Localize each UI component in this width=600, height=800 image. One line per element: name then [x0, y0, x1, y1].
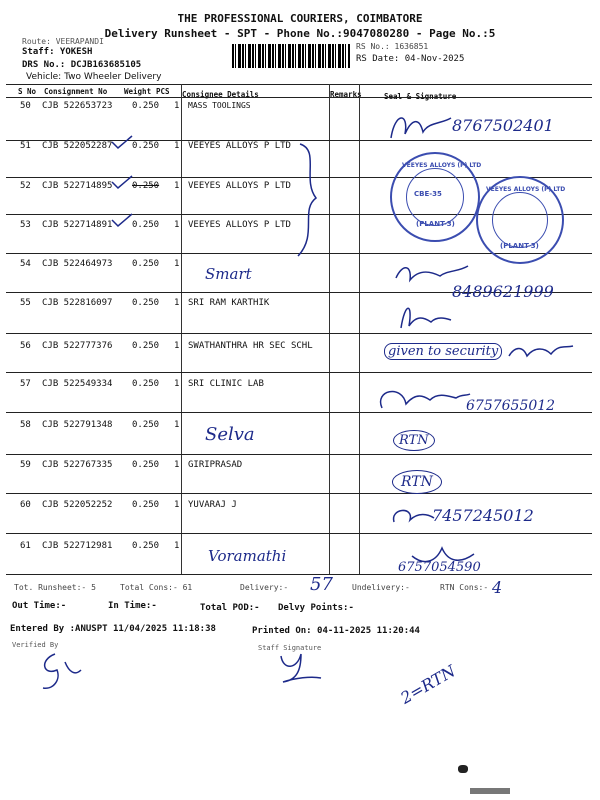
row-pcs: 1: [174, 259, 180, 269]
staff-signature-label: Staff Signature: [258, 644, 322, 652]
row-consignment: CJB 522714891: [42, 220, 113, 230]
row-details: SRI RAM KARTHIK: [188, 298, 270, 308]
row-pcs: 1: [174, 141, 180, 151]
row-consignment: CJB 522052287: [42, 141, 113, 151]
handwritten-phone: 8767502401: [452, 116, 554, 135]
delivery-label: Delivery:-: [240, 583, 289, 592]
row-consignment: CJB 522816097: [42, 298, 113, 308]
drs-label: DRS No.: DCJB163685105: [22, 60, 142, 70]
signature-57: [372, 384, 472, 416]
signature-50: [385, 108, 455, 148]
rtn-total-note: 2=RTN: [397, 661, 459, 708]
col-weight: Weight: [124, 87, 152, 96]
row-weight: 0.250: [132, 298, 160, 308]
handwritten-phone: 7457245012: [432, 506, 534, 525]
row-consignment: CJB 522791348: [42, 420, 113, 430]
check-mark-icon: [110, 212, 134, 228]
col-details: Consignee Details: [182, 90, 259, 99]
row-consignment: CJB 522464973: [42, 259, 113, 269]
row-divider: [6, 372, 592, 373]
brace-mark: [290, 140, 330, 260]
row-weight: 0.250: [132, 341, 160, 351]
row-divider: [6, 454, 592, 455]
barcode: [232, 44, 350, 68]
row-pcs: 1: [174, 220, 180, 230]
check-mark-icon: [110, 174, 134, 190]
row-weight: 0.250: [132, 460, 160, 470]
row-divider: [6, 333, 592, 334]
row-details: VEEYES ALLOYS P LTD: [188, 141, 291, 151]
row-pcs: 1: [174, 460, 180, 470]
divider-details: [181, 84, 182, 574]
row-weight: 0.250: [132, 541, 160, 551]
row-sno: 59: [20, 460, 31, 470]
row-consignment: CJB 522712981: [42, 541, 113, 551]
header-bottom-border: [6, 97, 592, 98]
verified-by-label: Verified By: [12, 641, 59, 649]
row-weight: 0.250: [132, 101, 160, 111]
row-sno: 53: [20, 220, 31, 230]
signature-56: [505, 340, 575, 364]
col-consignment: Consignment No: [44, 87, 108, 96]
col-sno: S No: [18, 87, 37, 96]
row-weight: 0.250: [132, 379, 160, 389]
row-pcs: 1: [174, 500, 180, 510]
row-details: VEEYES ALLOYS P LTD: [188, 220, 291, 230]
row-details: YUVARAJ J: [188, 500, 237, 510]
scan-speck: [458, 765, 468, 773]
row-weight: 0.250: [132, 141, 160, 151]
delivery-count: 57: [310, 574, 333, 595]
row-consignment: CJB 522777376: [42, 341, 113, 351]
in-time-label: In Time:-: [108, 601, 157, 611]
total-pod-label: Total POD:-: [200, 603, 260, 613]
handwritten-name: Voramathi: [208, 547, 287, 565]
handwritten-name: Smart: [205, 265, 252, 283]
row-sno: 50: [20, 101, 31, 111]
col-pcs: PCS: [156, 87, 170, 96]
row-sno: 58: [20, 420, 31, 430]
row-sno: 61: [20, 541, 31, 551]
row-weight: 0.250: [132, 420, 160, 430]
handwritten-phone: 8489621999: [452, 282, 554, 301]
entered-by: Entered By :ANUSPT 11/04/2025 11:18:38: [10, 624, 216, 634]
company-title: THE PROFESSIONAL COURIERS, COIMBATORE: [177, 12, 423, 25]
col-remarks: Remarks: [330, 90, 362, 99]
printed-on: Printed On: 04-11-2025 11:20:44: [252, 626, 420, 636]
row-consignment: CJB 522052252: [42, 500, 113, 510]
staff-label: Staff: YOKESH: [22, 47, 93, 57]
row-sno: 52: [20, 181, 31, 191]
rs-date-label: RS Date: 04-Nov-2025: [356, 54, 465, 64]
scan-speck: [470, 788, 510, 794]
row-details: MASS TOOLINGS: [188, 101, 251, 110]
out-time-label: Out Time:-: [12, 601, 67, 611]
signature-60: [388, 504, 438, 534]
row-weight: 0.250: [132, 220, 160, 230]
row-sno: 51: [20, 141, 31, 151]
route-label: Route: VEERAPANDI: [22, 37, 104, 46]
divider-seal: [359, 84, 360, 574]
handwritten-phone: 6757655012: [466, 398, 556, 414]
row-sno: 55: [20, 298, 31, 308]
staff-signature: [275, 648, 325, 688]
rs-no-label: RS No.: 1636851: [356, 42, 429, 51]
total-cons: Total Cons:- 61: [120, 583, 193, 592]
row-divider: [6, 493, 592, 494]
handwritten-phone: 6757054590: [398, 560, 481, 575]
row-weight: 0.250: [132, 500, 160, 510]
row-sno: 54: [20, 259, 31, 269]
row-details: VEEYES ALLOYS P LTD: [188, 181, 291, 191]
row-pcs: 1: [174, 101, 180, 111]
company-stamp: VEEYES ALLOYS (P) LTD (PLANT-3): [476, 176, 564, 264]
table-bottom-border: [6, 574, 592, 575]
row-pcs: 1: [174, 298, 180, 308]
row-sno: 60: [20, 500, 31, 510]
col-seal: Seal & Signature: [384, 92, 457, 101]
vehicle-label: Vehicle: Two Wheeler Delivery: [26, 72, 162, 82]
row-pcs: 1: [174, 541, 180, 551]
handwritten-name: Selva: [205, 424, 255, 445]
company-stamp: VEEYES ALLOYS (P) LTD CBE-35 (PLANT-3): [390, 152, 480, 242]
row-sno: 57: [20, 379, 31, 389]
rtn-count: 4: [492, 578, 503, 597]
handwritten-note: given to security: [384, 343, 502, 360]
table-top-border: [6, 84, 592, 85]
row-weight: 0.250: [132, 181, 160, 191]
verifier-signature: [35, 650, 85, 695]
row-pcs: 1: [174, 420, 180, 430]
row-weight: 0.250: [132, 259, 160, 269]
rtn-mark: RTN: [392, 470, 442, 494]
row-pcs: 1: [174, 181, 180, 191]
rtn-cons-label: RTN Cons:-: [440, 583, 489, 592]
row-details: SWATHANTHRA HR SEC SCHL: [188, 341, 313, 351]
undelivery-label: Undelivery:-: [352, 583, 410, 592]
check-mark-icon: [110, 134, 134, 150]
row-consignment: CJB 522714895: [42, 181, 113, 191]
row-consignment: CJB 522767335: [42, 460, 113, 470]
runsheet-title: Delivery Runsheet - SPT - Phone No.:9047080280 - Page No.:5: [104, 27, 496, 40]
row-consignment: CJB 522653723: [42, 101, 113, 111]
row-divider: [6, 533, 592, 534]
row-details: SRI CLINIC LAB: [188, 379, 264, 389]
rtn-mark: RTN: [393, 430, 435, 451]
row-consignment: CJB 522549334: [42, 379, 113, 389]
row-pcs: 1: [174, 379, 180, 389]
row-details: GIRIPRASAD: [188, 460, 243, 470]
signature-55: [395, 300, 455, 334]
delvy-points-label: Delvy Points:-: [278, 603, 354, 613]
total-runsheet: Tot. Runsheet:- 5: [14, 583, 96, 592]
row-sno: 56: [20, 341, 31, 351]
row-pcs: 1: [174, 341, 180, 351]
